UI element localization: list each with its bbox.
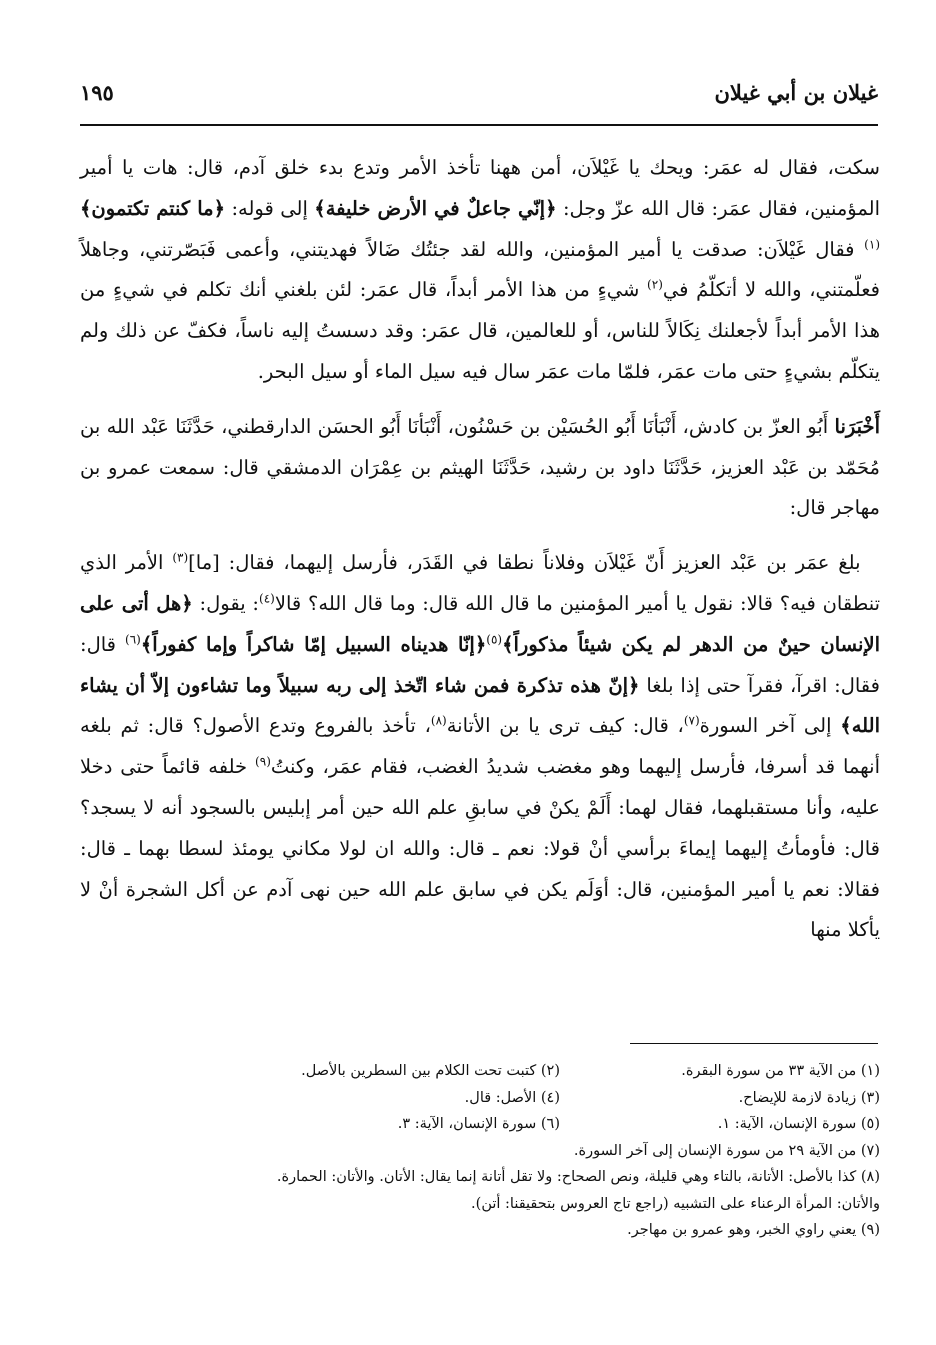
text-span: بلغ عمَر بن عَبْد العزيز أَنّ غَيْلاَن وفلاناً نطقا في القَدَر، فأرسل إليهما، فقال: [ما] — [188, 551, 861, 575]
footnote-3: (٣) زيادة لازمة للإيضاح. — [738, 1089, 880, 1106]
footnote-8: (٨) كذا بالأصل: الأتانة، بالتاء وهي قليلة، ونص الصحاح: ولا تقل أتانة إنما يقال: الأتان. والأتان: الحمارة. — [276, 1169, 880, 1185]
header-rule — [80, 124, 878, 126]
footnote-row — [80, 1085, 880, 1112]
footnote-row — [80, 1111, 880, 1138]
quran-quote: ﴿إنّا هديناه السبيل إمّا شاكراً وإما كفوراً﴾ — [140, 632, 487, 656]
paragraph-3 — [80, 543, 880, 951]
footnote-ref: (١) — [864, 237, 880, 252]
running-title: غيلان بن أبي غيلان — [714, 80, 878, 105]
footnote-ref: (٤) — [259, 591, 275, 606]
text-span: أَبُو العزّ بن كادش، أَنْبَأنَا أَبُو الحُسَيْن بن حَسْنُون، أَنْبَأنَا أَبُو الحسَن الدارقطني، حَدَّثَنَا عَبْد الله بن مُحَمّد بن عَبْد العزيز، حَدَّثَنَا داود بن رشيد، حَدَّثَنَا الهيثم بن عِمْرَان الدمشقي قال: سمعت عمرو بن مهاجر قال: — [80, 414, 880, 520]
quran-quote: ﴿إنّي جاعلٌ في الأرض خليفة﴾ — [314, 196, 557, 220]
footnote-6: (٦) سورة الإنسان، الآية: ٣. — [397, 1116, 560, 1132]
text-span: شيءٍ من هذا الأمر أبداً، قال عمَر: لئن بلغني أنك تكلم في شيءٍ من هذا الأمر أبداً لأجعلنك نِكَالاً للناس، أو للعالمين، قال عمَر: وقد دسستُ إليه ناساً، فكفّ عن ذلك ولم يتكلّم بشيءٍ حتى مات عمَر، فلمّا مات عمَر سال فيه سيل الماء أو سيل البحر. — [80, 278, 880, 383]
text-span: إلى قوله: — [225, 196, 315, 220]
page-number: ١٩٥ — [80, 80, 114, 105]
footnote-ref: (٧) — [683, 713, 700, 728]
footnote-rule — [630, 1043, 878, 1044]
footnote-ref: (٩) — [255, 754, 271, 769]
footnote-5: (٥) سورة الإنسان، الآية: ١. — [717, 1116, 880, 1132]
quran-quote: ﴿ما كنتم تكتمون﴾ — [80, 196, 226, 220]
main-text — [80, 148, 880, 951]
paragraph-2 — [80, 407, 880, 529]
text-span: سكت، فقال له عمَر: ويحك يا غَيْلاَن، أمن ههنا تأخذ الأمر وتدع بدء خلق آدم، قال: هات يا أمير المؤمنين، فقال عمَر: قال الله عزّ وجل: — [80, 156, 880, 220]
page-header — [80, 76, 878, 124]
footnote-9: (٩) يعني راوي الخبر، وهو عمرو بن مهاجر. — [627, 1222, 880, 1238]
footnote-row — [80, 1058, 880, 1085]
isnad-lead-word: أَخْبَرَنا — [834, 414, 880, 438]
footnote-ref: (٢) — [647, 277, 663, 292]
text-span: قال: فقال: اقرآ، فقرآ حتى إذا بلغا — [80, 632, 880, 697]
footnote-ref: (٥) — [486, 632, 503, 647]
quran-quote: ﴿إنّ هذه تذكرة فمن شاء اتّخذ إلى ربه سبيلاً وما تشاءون إلاّ أن يشاء الله﴾ — [80, 673, 880, 738]
footnotes — [80, 1058, 880, 1244]
footnote-4: (٤) الأصل: قال. — [464, 1089, 560, 1106]
text-span: إلى آخر السورة — [699, 714, 841, 738]
text-span: خلفه قائماً حتى دخلا عليه، وأنا مستقبلهما، فقال لهما: أَلَمْ يكنْ في سابقِ علم الله حين أمر إبليس بالسجود أنه لا يسجد؟ قال: فأومأتُ إليهما إيماءَ برأسي أنْ قولا: نعم ـ قال: والله ان لولا مكاني يومئذ لسطا بهما ـ قال: فقالا: نعم يا أمير المؤمنين، قال: أوَلَم يكن في سابق علم الله حين نهى آدم عن أكل الشجرة أنْ لا يأكلا منها — [80, 755, 880, 942]
footnote-ref: (٣) — [172, 550, 189, 565]
footnote-ref: (٨) — [430, 713, 447, 728]
text-span: الأمر الذي تنطقان فيه؟ قالا: نقول يا أمير المؤمنين ما قال الله قال: وما قال الله؟ قالا — [80, 551, 880, 615]
footnote-1: (١) من الآية ٣٣ من سورة البقرة. — [681, 1063, 880, 1079]
footnote-ref: (٦) — [125, 632, 141, 647]
quran-quote: ﴿هل أتى على الإنسان حينٌ من الدهر لم يكن شيئاً مذكوراً﴾ — [80, 591, 880, 656]
paragraph-1 — [80, 148, 880, 393]
text-span: فقال غَيْلاَن: صدقت يا أمير المؤمنين، والله لقد جئتُك ضَالاً فهديتني، وأعمى فَبَصّرتني، وجاهلاً فعلّمتني، والله لا أتكلّمُ في — [80, 237, 880, 302]
footnote-7: (٧) من الآية ٢٩ من سورة الإنسان إلى آخر السورة. — [573, 1142, 880, 1159]
text-span: : يقول: — [192, 591, 260, 615]
text-span: ، قال: كيف ترى يا بن الأتانة — [446, 714, 684, 738]
footnote-2: (٢) كتبت تحت الكلام بين السطرين بالأصل. — [301, 1063, 560, 1079]
text-span: ، تأخذ بالفروع وتدع الأصول؟ قال: ثم بلغه أنهما قد أسرفا، فأرسل إليهما وهو مغضب شديدُ الغضب، فقام عمَر، وكنتُ — [80, 714, 881, 779]
footnote-8-continuation: والأتان: المرأة الرعناء على التشبيه (راجع تاج العروس بتحقيقنا: أتن). — [471, 1195, 880, 1212]
